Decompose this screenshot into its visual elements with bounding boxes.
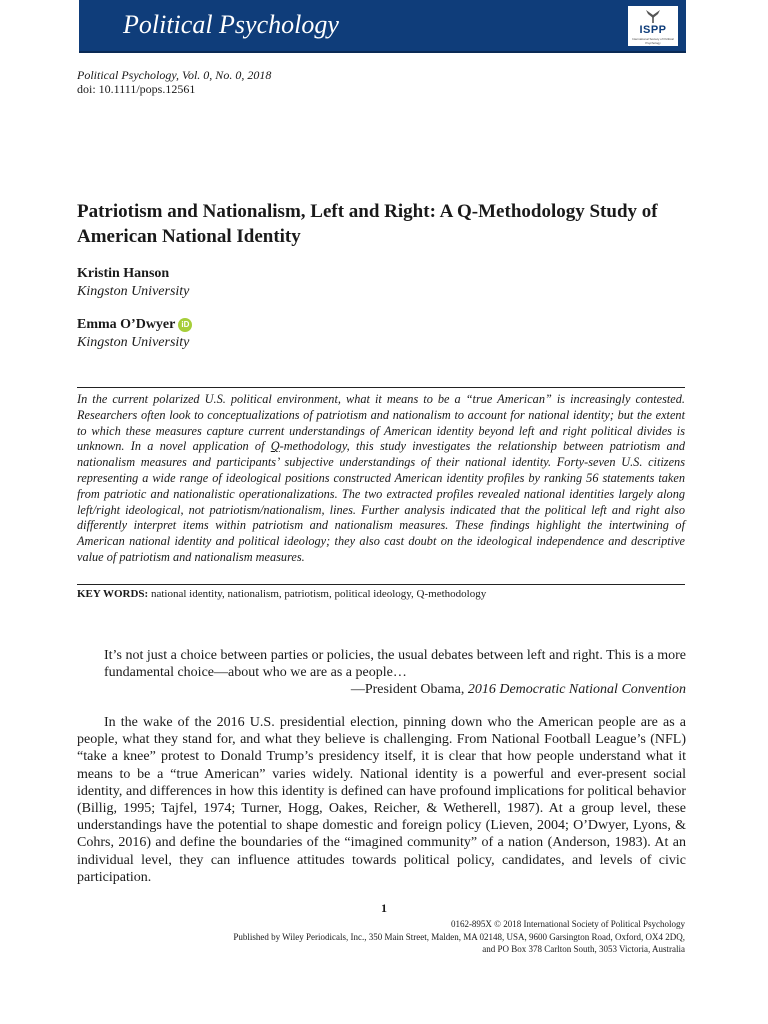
author-name: Kristin Hanson bbox=[77, 266, 170, 281]
abstract-text: In the current polarized U.S. political environment, what it means to be a “true American” is increasingly contested. Researchers often look to conceptualizations of patriotism and nationalism to account for national identity; but the extent to which these measures capture current understandings of American identity beyond left and right political divides is unknown. In a novel application of bbox=[77, 392, 685, 454]
author-affiliation: Kingston University bbox=[77, 335, 190, 350]
publisher-line: and PO Box 378 Carlton South, 3053 Victoria, Australia bbox=[482, 944, 685, 954]
copyright: 0162-895X © 2018 International Society of Political Psychology bbox=[450, 919, 685, 929]
body-paragraph: In the wake of the 2016 U.S. presidential election, pinning down who the American people are as a people, what they stand for, and what they believe is challenging. From National Football League’s (NFL) “take a knee” protest to Donald Trump’s presidency itself, it is clear that how people understand what it means to be a “true American” varies widely. National identity is a powerful and ever-present social identity, and differences in how this identity is defined can have profound implications for political behavior (Billig, 1995; Tajfel, 1974; Turner, Hogg, Oakes, Reicher, & Wetherell, 1987). At a group level, these understandings have the potential to shape domestic and foreign policy (Lieven, 2004; O’Dwyer, Lyons, & Cohrs, 2016) and define the boundaries of the “imagined community” of a nation (Anderson, 1983). At an individual level, they can influence attitudes towards political policy, candidates, and levels of civic participation. bbox=[77, 715, 686, 885]
orcid-icon[interactable]: iD bbox=[178, 318, 192, 332]
author-affiliation: Kingston University bbox=[77, 284, 190, 299]
abstract bbox=[77, 392, 685, 566]
epigraph-attribution bbox=[104, 681, 686, 698]
epigraph-source: 2016 Democratic National Convention bbox=[467, 682, 686, 697]
abstract-q: Q bbox=[270, 439, 280, 454]
epigraph-quote: It’s not just a choice between parties or policies, the usual debates between left and right. This is a more fundamental choice—about who we are as a people… bbox=[104, 648, 686, 680]
keywords-text: national identity, nationalism, patriotism, political ideology, Q-methodology bbox=[148, 588, 487, 600]
author-block bbox=[77, 316, 192, 352]
keywords bbox=[77, 587, 685, 601]
keywords-label: KEY WORDS: bbox=[77, 588, 149, 600]
journal-banner bbox=[79, 0, 686, 53]
citation bbox=[77, 68, 271, 96]
footer bbox=[125, 918, 685, 956]
abstract-bottom-rule bbox=[77, 584, 685, 585]
epigraph-speaker: —President Obama, bbox=[350, 682, 468, 697]
abstract-text: -methodology, this study investigates the relationship between patriotism and nationalism measures and participants’ subjective understandings of their national identity. Forty-seven U.S. citizens representing a wide range of ideological positions constructed American identity profiles by ranking 56 statements taken from patriotic and nationalistic operationalizations. The two extracted profiles revealed national identities largely along left/right ideological, not patriotism/nationalism, lines. Further analysis indicated that the political left and right also differently interpret items within patriotism and nationalism measures. These findings highlight the intertwining of American national identity and political ideology; they also cast doubt on the ideological independence and descriptive value of patriotism and nationalism measures. bbox=[77, 439, 685, 564]
journal-line: Political Psychology, Vol. 0, No. 0, 2018 bbox=[77, 68, 272, 82]
author-block bbox=[77, 265, 189, 301]
publisher-line: Published by Wiley Periodicals, Inc., 350 Main Street, Malden, MA 02148, USA, 9600 Garsington Road, Oxford, OX4 2DQ, bbox=[233, 931, 685, 942]
doi[interactable]: doi: 10.1111/pops.12561 bbox=[77, 82, 196, 96]
author-name: Emma O’Dwyer bbox=[77, 317, 176, 332]
abstract-top-rule bbox=[77, 387, 685, 388]
ispp-logo bbox=[628, 6, 678, 46]
logo-subtext: International Society of Political Psychology bbox=[632, 37, 674, 45]
journal-name: Political Psychology bbox=[123, 10, 339, 39]
logo-text: ISPP bbox=[639, 24, 667, 36]
page-number: 1 bbox=[381, 901, 387, 915]
article-title: Patriotism and Nationalism, Left and Right: A Q-Methodology Study of American National Identity bbox=[77, 201, 658, 247]
bird-icon bbox=[645, 9, 661, 23]
